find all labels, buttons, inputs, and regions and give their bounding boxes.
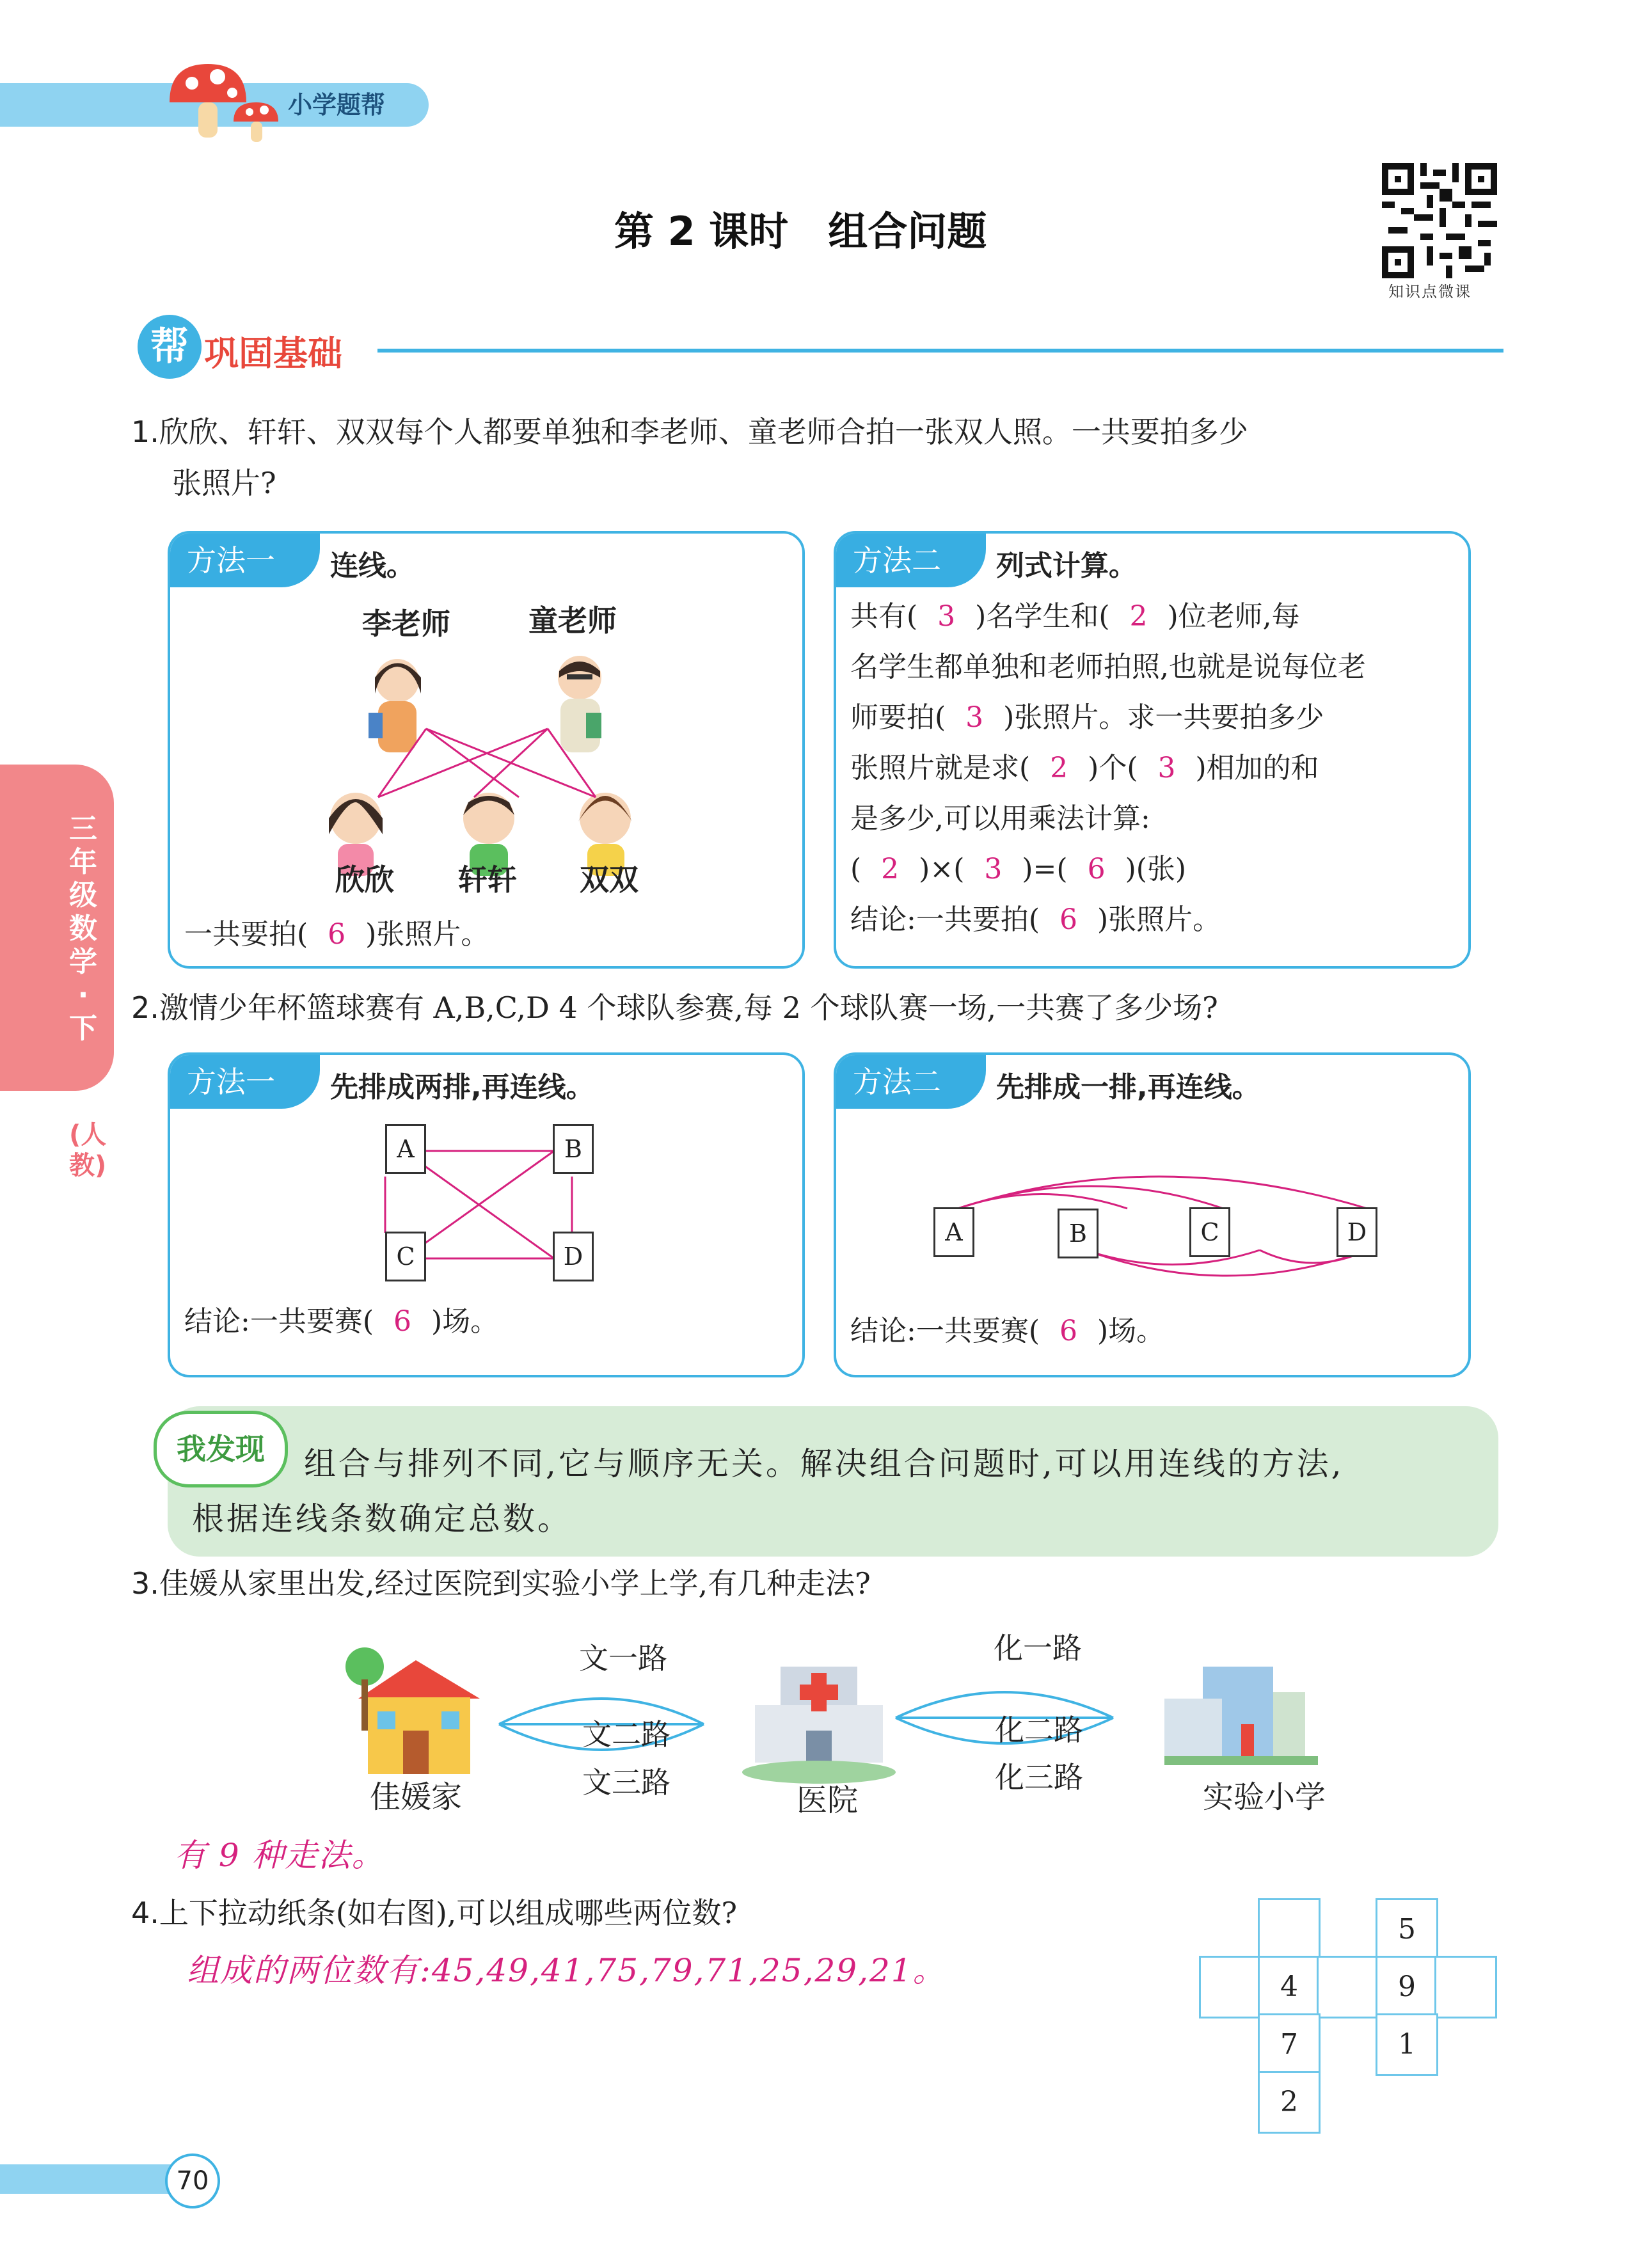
- q2-m1-result-pre: 结论:一共要赛(: [184, 1305, 374, 1338]
- school-label: 实验小学: [1203, 1779, 1326, 1815]
- grid-blank-top-left: [1258, 1898, 1321, 1961]
- row-team-a-box: A: [933, 1207, 974, 1257]
- team-a-box: A: [385, 1124, 426, 1174]
- team-c-box: C: [385, 1232, 426, 1281]
- student-xuanxuan-label: 轩轩: [458, 862, 517, 897]
- road-wen3-label: 文三路: [582, 1765, 670, 1800]
- q3-number: 3.: [131, 1566, 159, 1601]
- m2-l6a: (: [850, 853, 862, 885]
- qr-caption: 知识点微课: [1388, 283, 1471, 301]
- section-label-prefix: 帮: [138, 315, 202, 379]
- discover-line2: 根据连线条数确定总数。: [192, 1500, 572, 1537]
- q1-text: [131, 406, 1507, 509]
- m2-l7a: 结论:一共要拍(: [850, 903, 1040, 936]
- footer-band: [0, 2164, 192, 2194]
- m2-line-5: 是多少,可以用乘法计算:: [850, 802, 1150, 835]
- q2-method2-label: 先排成一排,再连线。: [996, 1071, 1260, 1104]
- q2-method1-result: [184, 1298, 498, 1339]
- teacher-li-icon: [369, 659, 421, 752]
- m2-l6b: )×(: [919, 853, 965, 885]
- m2-answer-students: 3: [937, 600, 956, 633]
- road-hua2-label: 化二路: [995, 1713, 1083, 1747]
- m2-l1b: )名学生和(: [975, 600, 1110, 633]
- teacher-li-label: 李老师: [362, 607, 450, 641]
- q1-number: 1.: [131, 415, 159, 449]
- teacher-tong-icon: [558, 656, 601, 752]
- mushroom-icon: [163, 58, 285, 147]
- section-divider: [377, 349, 1503, 353]
- m2-l6d: )(张): [1125, 853, 1187, 885]
- m2-answer-teachers: 2: [1129, 600, 1148, 633]
- q2-m2-answer: 6: [1059, 1315, 1077, 1347]
- page-number: 70: [165, 2153, 220, 2209]
- hospital-label: 医院: [797, 1782, 859, 1818]
- q2-text: [131, 982, 1539, 1033]
- discover-line1: 组合与排列不同,它与顺序无关。解决组合问题时,可以用连线的方法,: [304, 1445, 1344, 1482]
- m2-line-2: 名学生都单独和老师拍照,也就是说每位老: [850, 651, 1366, 683]
- series-name: 小学题帮: [288, 91, 386, 119]
- discover-badge: 我发现: [154, 1411, 288, 1487]
- m2-answer-per-teacher: 3: [965, 701, 984, 734]
- m2-line-7: [850, 894, 1458, 945]
- q2-line: 激情少年杯篮球赛有 A,B,C,D 4 个球队参赛,每 2 个球队赛一场,一共赛了多少场?: [159, 990, 1218, 1025]
- q3-line: 佳媛从家里出发,经过医院到实验小学上学,有几种走法?: [159, 1566, 871, 1601]
- m2-l1c: )位老师,每: [1167, 600, 1300, 633]
- q1-m1-result-pre: 一共要拍(: [184, 918, 308, 951]
- section-label: [138, 313, 381, 384]
- strip1-digit-1: 4: [1258, 1956, 1321, 2018]
- q2-method1-box: [168, 1052, 805, 1377]
- q2-m2-result-post: )场。: [1097, 1315, 1165, 1347]
- home-label: 佳媛家: [370, 1779, 463, 1815]
- m2-l4a: 张照片就是求(: [850, 752, 1031, 784]
- m2-answer-product: 6: [1087, 853, 1106, 885]
- m2-l6c: )=(: [1022, 853, 1068, 885]
- q1-m1-answer: 6: [328, 918, 346, 951]
- q2-number: 2.: [131, 990, 159, 1025]
- m2-answer-count: 2: [1050, 752, 1068, 784]
- road-wen1-label: 文一路: [579, 1641, 667, 1676]
- q1-method1-label: 连线。: [330, 550, 415, 582]
- strip1-digit-2: 7: [1258, 2013, 1321, 2076]
- m2-l7b: )张照片。: [1097, 903, 1221, 936]
- row-team-c-box: C: [1189, 1207, 1230, 1257]
- q2-method1-tag: 方法一: [170, 1055, 320, 1109]
- house-icon: [345, 1647, 480, 1774]
- pairing-diagram: [170, 534, 802, 966]
- strip2-digit-1: 5: [1376, 1898, 1438, 1961]
- side-tab-grade: 三年级数学·下: [69, 813, 97, 1045]
- m2-answer-factor1: 2: [881, 853, 900, 885]
- m2-l3b: )张照片。求一共要拍多少: [1003, 701, 1324, 734]
- q1-method1-box: [168, 531, 805, 969]
- hospital-icon: [742, 1667, 896, 1784]
- side-tab-edition: (人教): [69, 1120, 107, 1180]
- row-team-d-box: D: [1337, 1207, 1377, 1257]
- q2-method2-result: [850, 1308, 1164, 1349]
- grid-blank-right: [1434, 1956, 1497, 2018]
- m2-line-4: [850, 743, 1458, 793]
- q1-method2-box: [834, 531, 1471, 969]
- m2-line-6: [850, 844, 1458, 894]
- q2-m1-answer: 6: [393, 1305, 411, 1338]
- m2-answer-addend: 3: [1157, 752, 1176, 784]
- strip2-digit-3: 1: [1376, 2013, 1438, 2076]
- grid-blank-left: [1199, 1956, 1262, 2018]
- q4-answer: 组成的两位数有:45,49,41,75,79,71,25,29,21。: [187, 1952, 946, 1989]
- q1-m1-result-post: )张照片。: [365, 918, 489, 951]
- qr-code-icon: [1382, 163, 1497, 278]
- q2-m1-result-post: )场。: [431, 1305, 499, 1338]
- team-d-box: D: [553, 1232, 594, 1281]
- strip1-digit-3: 2: [1258, 2071, 1321, 2134]
- q2-m2-result-pre: 结论:一共要赛(: [850, 1315, 1040, 1347]
- m2-line-3: [850, 692, 1458, 743]
- q1-method2-label: 列式计算。: [996, 550, 1137, 582]
- m2-l4c: )相加的和: [1195, 752, 1319, 784]
- school-icon: [1164, 1667, 1318, 1765]
- q4-text: [131, 1887, 1219, 1939]
- student-shuangshuang-label: 双双: [580, 862, 639, 897]
- m2-line-1: [850, 591, 1458, 642]
- discover-text: [192, 1436, 1497, 1546]
- strip2-digit-2: 9: [1376, 1956, 1438, 2018]
- q2-method2-box: [834, 1052, 1471, 1377]
- road-hua1-label: 化一路: [994, 1631, 1082, 1665]
- row-team-b-box: B: [1058, 1209, 1099, 1258]
- m2-l1a: 共有(: [850, 600, 918, 633]
- q3-text: [131, 1558, 1507, 1609]
- page-title: 第 2 课时 组合问题: [614, 208, 987, 255]
- q1-method2-tag: 方法二: [836, 534, 986, 587]
- q1-line2: 张照片?: [172, 466, 276, 500]
- q2-method2-tag: 方法二: [836, 1055, 986, 1109]
- q2-method1-label: 先排成两排,再连线。: [330, 1071, 594, 1104]
- q3-answer: 有 9 种走法。: [174, 1837, 385, 1874]
- road-wen2-label: 文二路: [582, 1717, 670, 1752]
- q1-method2-body: [850, 591, 1458, 945]
- m2-l3a: 师要拍(: [850, 701, 946, 734]
- q4-line: 上下拉动纸条(如右图),可以组成哪些两位数?: [159, 1896, 738, 1930]
- section-label-text: 巩固基础: [204, 333, 342, 374]
- teacher-tong-label: 童老师: [528, 603, 617, 638]
- student-xinxin-label: 欣欣: [335, 862, 394, 897]
- m2-l4b: )个(: [1088, 752, 1138, 784]
- q1-method1-result: [184, 911, 489, 952]
- q4-number: 4.: [131, 1896, 159, 1930]
- q1-line1: 欣欣、轩轩、双双每个人都要单独和李老师、童老师合拍一张双人照。一共要拍多少: [159, 415, 1248, 449]
- road-hua3-label: 化三路: [995, 1760, 1083, 1795]
- grid-blank-middle: [1317, 1956, 1379, 2018]
- q1-method1-tag: 方法一: [170, 534, 320, 587]
- team-b-box: B: [553, 1124, 594, 1174]
- m2-answer-total: 6: [1059, 903, 1077, 936]
- m2-answer-factor2: 3: [984, 853, 1003, 885]
